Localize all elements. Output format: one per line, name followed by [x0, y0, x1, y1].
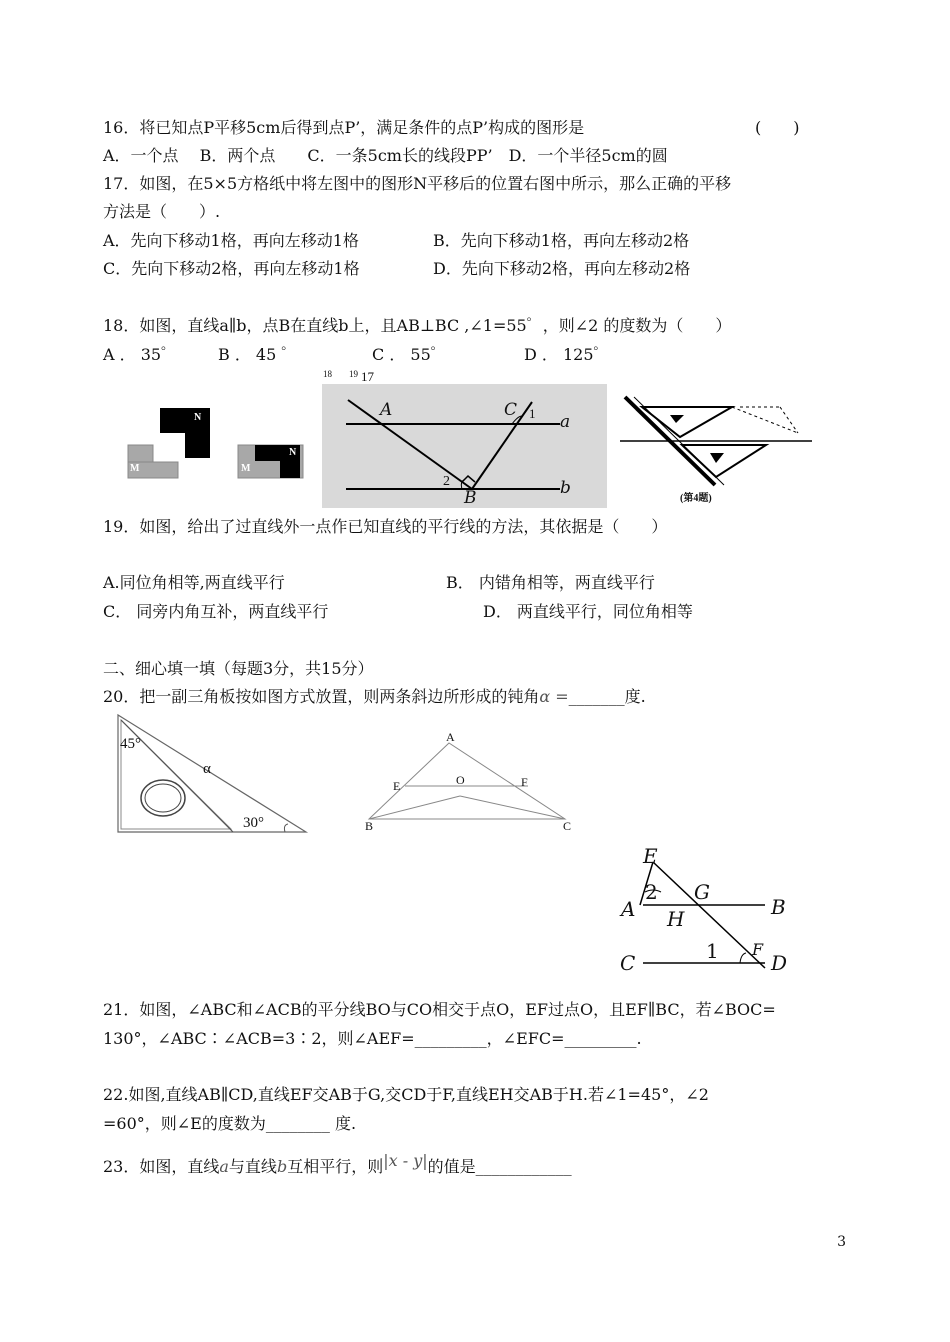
- q23-stem-d: 的值是____________: [427, 1157, 572, 1176]
- q20-label-30: 30°: [243, 815, 264, 831]
- q19-option-c: C． 同旁内角互补，两直线平行: [103, 602, 329, 621]
- q17-stem-line2: 方法是（ ）.: [103, 202, 221, 221]
- q20-stem-line: [103, 687, 646, 707]
- q18-angle-1-label: 1: [529, 406, 536, 421]
- q17-option-c: C．先向下移动2格，再向左移动1格: [103, 259, 360, 278]
- q19-stem: 19．如图，给出了过直线外一点作已知直线的平行线的方法，其依据是（ ）: [103, 517, 668, 536]
- q22-point-h: H: [667, 907, 685, 931]
- q20-unit: 度.: [624, 687, 646, 706]
- q16-answer-paren: ( ): [755, 118, 800, 137]
- q21-point-a: A: [446, 730, 455, 744]
- fig-tag-18: 18: [323, 369, 332, 379]
- triangle-hole: [141, 780, 185, 816]
- fig-tag-19: 19: [349, 369, 358, 379]
- set-square-top: [642, 407, 732, 437]
- q21-point-e: E: [393, 779, 401, 793]
- q16-options: A．一个点 B．两个点 C．一条5cm长的线段PP’ D．一个半径5cm的圆: [103, 146, 668, 165]
- q19-option-d: D． 两直线平行，同位角相等: [483, 602, 693, 621]
- q18-line-b-label: b: [560, 478, 571, 498]
- q22-point-b: B: [771, 895, 786, 919]
- q18-option-c: C ． 55゜: [372, 345, 447, 364]
- q21-line1: 21．如图，∠ABC和∠ACB的平分线BO与CO相交于点O，EF过点O，且EF∥BC，若∠BOC=: [103, 1000, 776, 1019]
- q23-var-a: a: [219, 1157, 229, 1176]
- q20-triangle-figure: [113, 712, 313, 837]
- q22-point-c: C: [620, 951, 636, 975]
- q21-line2: 130°，∠ABC∶∠ACB=3∶2，则∠AEF=_________，∠EFC=_________.: [103, 1029, 642, 1048]
- q22-point-g: G: [694, 880, 710, 904]
- q22-parallel-figure: [615, 840, 795, 975]
- q18-stem: 18．如图，直线a∥b，点B在直线b上，且AB⊥BC ,∠1=55゜，则∠2 的度数为（ ）: [103, 316, 732, 335]
- q22-angle-1-label: 1: [706, 939, 719, 963]
- q23-var-b: b: [276, 1157, 288, 1176]
- q18-option-a: A ． 35゜: [103, 345, 178, 364]
- q22-point-f: F: [752, 940, 764, 959]
- q19-option-b: B． 内错角相等，两直线平行: [446, 573, 655, 592]
- left-shape-n: [160, 408, 210, 458]
- q23-line: [103, 1151, 572, 1177]
- q17-option-d: D．先向下移动2格，再向左移动2格: [433, 259, 691, 278]
- q19-set-square-figure: [620, 393, 815, 503]
- q19-figure-caption: (第4题): [680, 493, 712, 504]
- bisector-bo: [369, 796, 460, 819]
- q16-stem-line: [103, 118, 584, 138]
- q22-line1: 22.如图,直线AB∥CD,直线EF交AB于G,交CD于F,直线EH交AB于H.若∠1=45°，∠2: [103, 1085, 709, 1104]
- q22-point-e: E: [643, 844, 658, 868]
- right-n-label: N: [289, 447, 297, 458]
- q22-point-d: D: [771, 951, 788, 975]
- left-n-label: N: [194, 412, 202, 423]
- q20-stem: 20．把一副三角板按如图方式放置，则两条斜边所形成的钝角: [103, 687, 540, 706]
- q18-point-b: B: [464, 488, 477, 508]
- q23-stem-b: 与直线: [228, 1157, 277, 1176]
- fig-tag-17: 17: [361, 369, 374, 384]
- q19-option-a: A.同位角相等,两直线平行: [103, 573, 285, 592]
- q23-stem-c: 互相平行，则: [287, 1157, 384, 1176]
- q17-stem-line1: 17．如图，在5×5方格纸中将左图中的图形N平移后的位置右图中所示，那么正确的平移: [103, 174, 732, 193]
- q22-point-a: A: [621, 897, 636, 921]
- q20-alpha: α =: [539, 687, 569, 706]
- set-square-bottom: [682, 445, 766, 477]
- page-number: 3: [837, 1234, 846, 1250]
- grid-shapes-figure: [120, 400, 320, 490]
- q22-angle-2-label: 2: [645, 880, 658, 904]
- q21-point-b: B: [365, 819, 374, 833]
- dashed-slide-path: [732, 407, 798, 433]
- q20-label-alpha: α: [203, 761, 211, 777]
- right-m-label: M: [241, 463, 251, 474]
- q17-option-b: B．先向下移动1格，再向左移动2格: [433, 231, 690, 250]
- q18-option-b: B ． 45 ゜: [218, 345, 298, 364]
- bisector-co: [460, 796, 565, 819]
- left-m-label: M: [130, 463, 140, 474]
- q21-point-c: C: [563, 819, 572, 833]
- q17-option-a: A．先向下移动1格，再向左移动1格: [103, 231, 359, 250]
- q18-point-a: A: [380, 400, 393, 420]
- q21-point-o: O: [456, 773, 465, 787]
- q18-option-d: D ． 125゜: [524, 345, 610, 364]
- q20-label-45: 45°: [120, 736, 141, 752]
- q20-blank: _______: [568, 687, 625, 706]
- q23-stem-a: 23．如图，直线: [103, 1157, 220, 1176]
- q18-line-a-label: a: [560, 412, 571, 432]
- q23-expression: |x - y|: [383, 1151, 428, 1170]
- q18-angle-2-label: 2: [443, 474, 450, 489]
- q22-line2: =60°，则∠E的度数为________ 度.: [103, 1114, 357, 1133]
- q21-point-f: F: [521, 775, 528, 789]
- q16-stem: 16．将已知点P平移5cm后得到点P’，满足条件的点P’构成的图形是: [103, 118, 585, 137]
- triangle-30: [118, 715, 306, 832]
- section-2-title: 二、细心填一填（每题3分，共15分）: [103, 659, 374, 678]
- q18-point-c: C: [504, 400, 518, 420]
